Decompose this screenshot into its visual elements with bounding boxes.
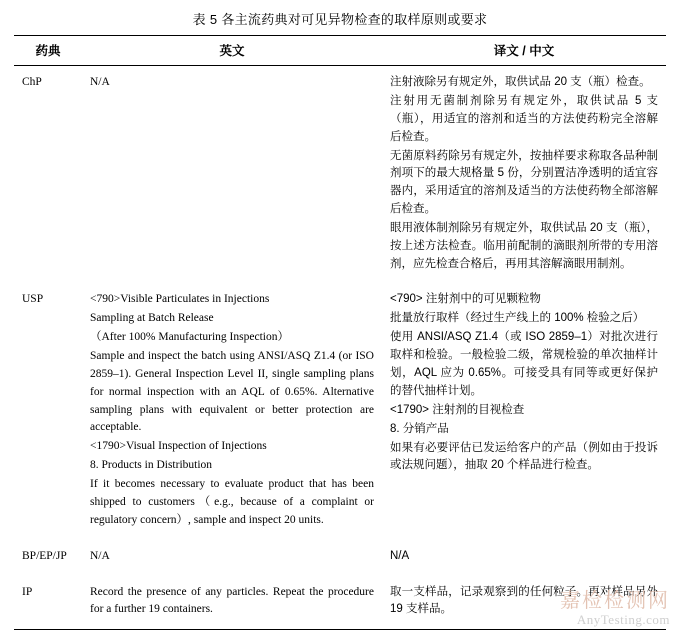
chinese-paragraph: <1790> 注射剂的目视检查 xyxy=(390,403,525,416)
header-pharmacopoeia: 药典 xyxy=(14,36,82,66)
english-paragraph: <790>Visible Particulates in Injections xyxy=(90,293,270,306)
table-row xyxy=(14,283,666,539)
cell-chinese xyxy=(382,283,666,539)
pharmacopoeia-sampling-table xyxy=(14,35,666,629)
chinese-paragraph: 眼用液体制剂除另有规定外，取供试品 20 支（瓶），按上述方法检查。临用前配制的滴眼剂所带的专用溶剂，应先检查合格后，再用其溶解滴眼用制剂。 xyxy=(390,221,658,270)
cell-chinese: 取一支样品，记录观察到的任何粒子。再对样品另外 19 支样品。 xyxy=(390,585,658,616)
chinese-paragraph: <790> 注射剂中的可见颗粒物 xyxy=(390,293,541,306)
cell-chinese xyxy=(382,66,666,284)
header-english: 英文 xyxy=(82,36,382,66)
watermark-cn-text: 嘉检检测网 xyxy=(560,590,670,613)
table-title: 表 5 各主流药典对可见异物检查的取样原则或要求 xyxy=(192,12,488,27)
cell-pharmacopoeia: IP xyxy=(22,585,33,598)
header-chinese: 译文 / 中文 xyxy=(382,36,666,66)
chinese-paragraph: 如果有必要评估已发运给客户的产品（例如由于投诉或法规问题），抽取 20 个样品进行检查。 xyxy=(390,441,658,472)
chinese-paragraph: 批量放行取样（经过生产线上的 100% 检验之后） xyxy=(390,312,645,325)
cell-english: N/A xyxy=(90,549,110,562)
cell-english: Record the presence of any particles. Repeat the procedure for a further 19 containers. xyxy=(90,585,374,616)
english-paragraph: Sampling at Batch Release xyxy=(90,312,214,325)
table-bottom-rule xyxy=(14,629,666,630)
table-row xyxy=(14,540,666,576)
english-paragraph: 8. Products in Distribution xyxy=(90,459,213,472)
cell-english xyxy=(82,283,382,539)
english-paragraph: If it becomes necessary to evaluate product that has been shipped to customers（e.g., because of a complaint or regulatory concern）, sample and inspect 20 units. xyxy=(90,478,374,526)
watermark-en-text: AnyTesting.com xyxy=(576,612,670,628)
cell-chinese: N/A xyxy=(390,549,410,562)
english-paragraph: Sample and inspect the batch using ANSI/ASQ Z1.4 (or ISO 2859–1). General Inspection Level II, single sampling plans for normal inspection with an AQL of 0.65%. Alternative sampling plans with equivalent or better protection are acceptable. xyxy=(90,350,374,434)
table-row xyxy=(14,576,666,630)
chinese-paragraph: 无菌原料药除另有规定外，按抽样要求称取各品种制剂项下的最大规格量 5 份，分别置洁净透明的适宜容器内，采用适宜的溶剂及适当的方法使药物全部溶解后检查。 xyxy=(390,149,658,215)
cell-pharmacopoeia: BP/EP/JP xyxy=(22,549,67,562)
table-row xyxy=(14,66,666,284)
chinese-paragraph: 注射液除另有规定外，取供试品 20 支（瓶）检查。 xyxy=(390,76,651,88)
cell-english: N/A xyxy=(90,76,110,88)
cell-pharmacopoeia: USP xyxy=(22,293,44,306)
chinese-paragraph: 注射用无菌制剂除另有规定外，取供试品 5 支（瓶），用适宜的溶剂和适当的方法使药粉完全溶解后检查。 xyxy=(390,94,658,143)
chinese-paragraph: 使用 ANSI/ASQ Z1.4（或 ISO 2859–1）对批次进行取样和检验。一般检验二级，常规检验的单次抽样计划，AQL 应为 0.65%。可接受具有同等或更好保护的替代抽样计划。 xyxy=(390,331,658,397)
cell-pharmacopoeia: ChP xyxy=(22,76,42,88)
english-paragraph: （After 100% Manufacturing Inspection） xyxy=(90,331,289,344)
chinese-paragraph: 8. 分销产品 xyxy=(390,422,449,435)
table-header-row xyxy=(14,36,666,66)
english-paragraph: <1790>Visual Inspection of Injections xyxy=(90,440,267,453)
